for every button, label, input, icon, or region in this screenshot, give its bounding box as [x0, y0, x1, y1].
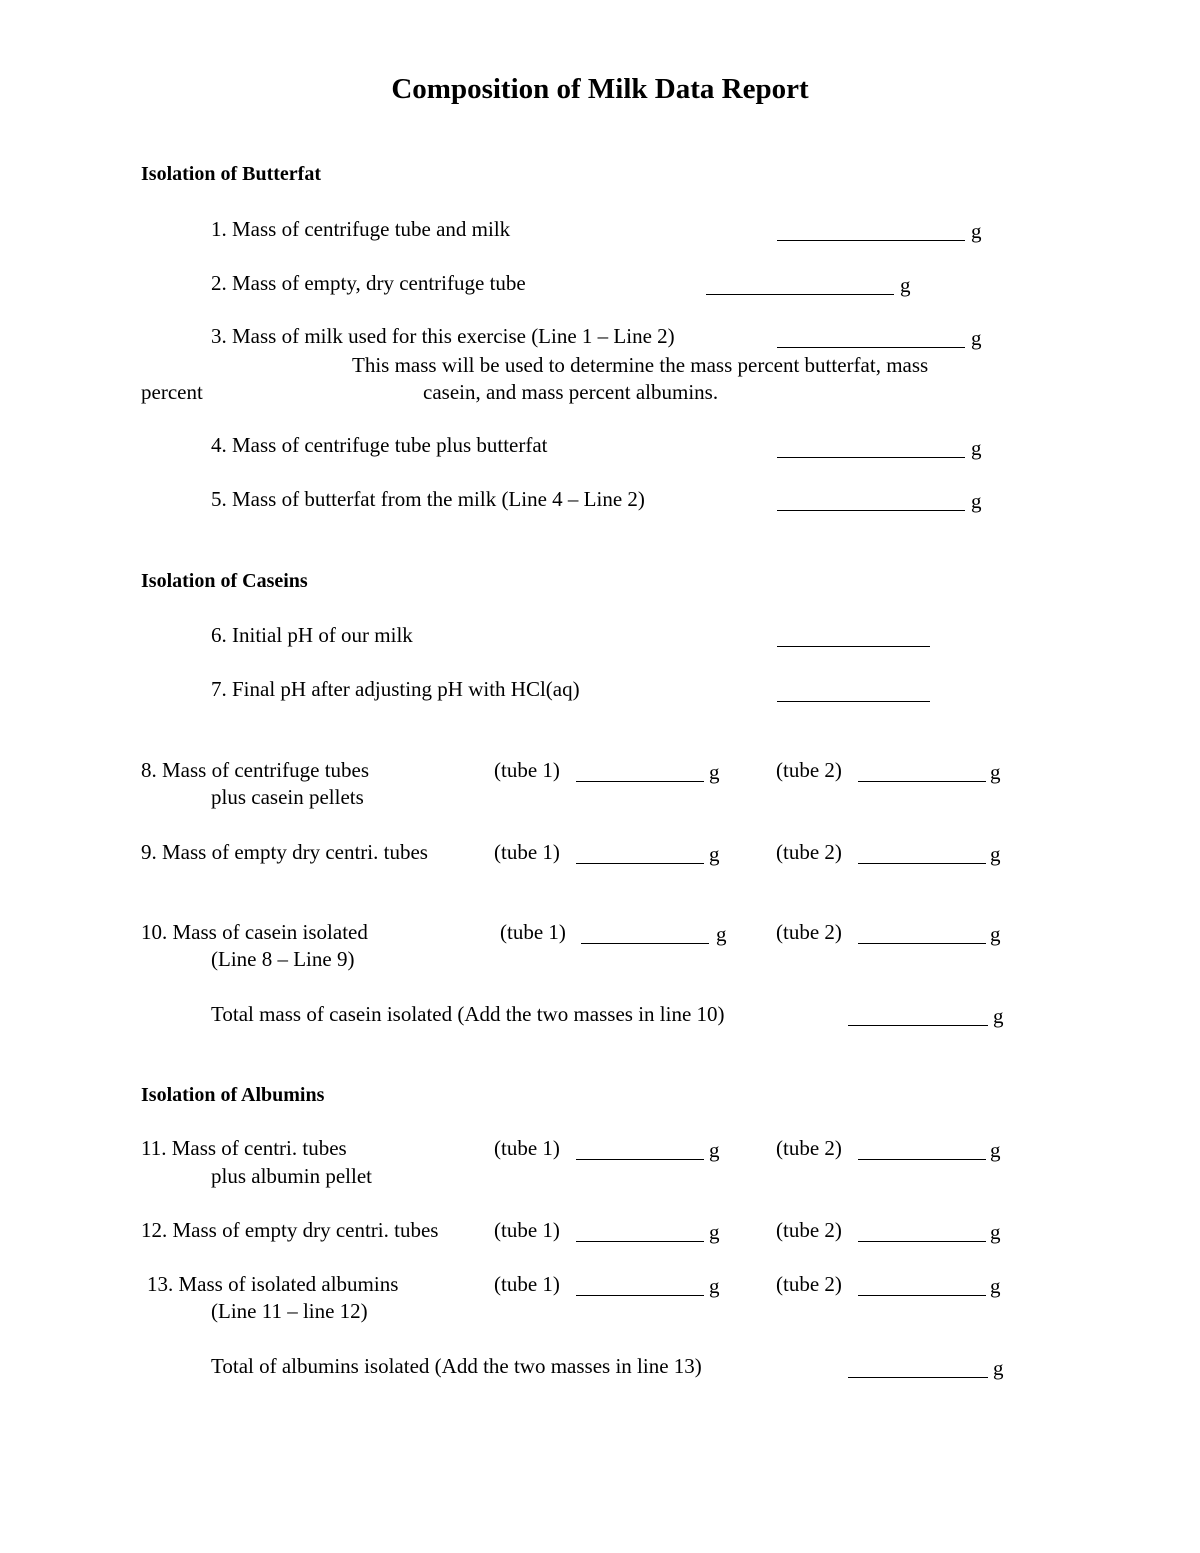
- line-12-tube1-blank[interactable]: [576, 1241, 704, 1242]
- line-2-label: 2. Mass of empty, dry centrifuge tube: [211, 271, 526, 295]
- line-12-tube2-unit: g: [990, 1220, 1001, 1244]
- butterfat-heading: Isolation of Butterfat: [141, 163, 321, 185]
- line-8-tube2-label: (tube 2): [776, 758, 842, 782]
- line-13-tube2-blank[interactable]: [858, 1295, 986, 1296]
- line-11-tube2-label: (tube 2): [776, 1136, 842, 1160]
- line-11-label: 11. Mass of centri. tubes: [141, 1136, 347, 1160]
- casein-total-label: Total mass of casein isolated (Add the two masses in line 10): [211, 1002, 725, 1026]
- line-9-tube2-blank[interactable]: [858, 863, 986, 864]
- line-8-tube1-unit: g: [709, 760, 720, 784]
- line-6-label: 6. Initial pH of our milk: [211, 623, 413, 647]
- line-1-label: 1. Mass of centrifuge tube and milk: [211, 217, 511, 241]
- casein-total-blank[interactable]: [848, 1025, 988, 1026]
- line-3-note-end: casein, and mass percent albumins.: [423, 380, 719, 404]
- line-11-tube1-unit: g: [709, 1138, 720, 1162]
- caseins-heading: Isolation of Caseins: [141, 570, 308, 592]
- albumin-total-blank[interactable]: [848, 1377, 988, 1378]
- albumin-total-unit: g: [993, 1356, 1004, 1380]
- line-3-note-cont: percent: [141, 380, 203, 404]
- line-8-label: 8. Mass of centrifuge tubes: [141, 758, 370, 782]
- page-title: Composition of Milk Data Report: [391, 73, 809, 105]
- line-12-tube2-label: (tube 2): [776, 1218, 842, 1242]
- line-5-label: 5. Mass of butterfat from the milk (Line 4 – Line 2): [211, 487, 645, 511]
- line-10-tube1-blank[interactable]: [581, 943, 709, 944]
- line-8-tube1-label: (tube 1): [494, 758, 560, 782]
- line-7-blank[interactable]: [777, 701, 930, 702]
- line-12-tube1-unit: g: [709, 1220, 720, 1244]
- line-7-label: 7. Final pH after adjusting pH with HCl(aq): [211, 677, 580, 701]
- line-10-sublabel: (Line 8 – Line 9): [211, 947, 355, 971]
- line-11-tube2-unit: g: [990, 1138, 1001, 1162]
- line-9-tube1-unit: g: [709, 842, 720, 866]
- line-2-unit: g: [900, 273, 911, 297]
- line-12-label: 12. Mass of empty dry centri. tubes: [141, 1218, 439, 1242]
- line-4-label: 4. Mass of centrifuge tube plus butterfat: [211, 433, 548, 457]
- casein-total-unit: g: [993, 1004, 1004, 1028]
- line-9-tube2-unit: g: [990, 842, 1001, 866]
- line-13-tube1-label: (tube 1): [494, 1272, 560, 1296]
- line-11-tube2-blank[interactable]: [858, 1159, 986, 1160]
- line-4-unit: g: [971, 436, 982, 460]
- line-10-tube2-unit: g: [990, 922, 1001, 946]
- line-13-tube2-unit: g: [990, 1274, 1001, 1298]
- line-8-tube2-blank[interactable]: [858, 781, 986, 782]
- line-1-blank[interactable]: [777, 240, 965, 241]
- line-8-tube1-blank[interactable]: [576, 781, 704, 782]
- line-13-tube1-blank[interactable]: [576, 1295, 704, 1296]
- line-10-tube1-label: (tube 1): [500, 920, 566, 944]
- line-4-blank[interactable]: [777, 457, 965, 458]
- line-5-blank[interactable]: [777, 510, 965, 511]
- line-13-sublabel: (Line 11 – line 12): [211, 1299, 368, 1323]
- line-12-tube2-blank[interactable]: [858, 1241, 986, 1242]
- line-3-unit: g: [971, 326, 982, 350]
- line-2-blank[interactable]: [706, 294, 894, 295]
- line-8-sublabel: plus casein pellets: [211, 785, 364, 809]
- line-3-note: This mass will be used to determine the mass percent butterfat, mass: [352, 353, 929, 377]
- line-8-tube2-unit: g: [990, 760, 1001, 784]
- albumins-heading: Isolation of Albumins: [141, 1084, 325, 1106]
- line-11-tube1-label: (tube 1): [494, 1136, 560, 1160]
- albumin-total-label: Total of albumins isolated (Add the two masses in line 13): [211, 1354, 702, 1378]
- line-13-tube1-unit: g: [709, 1274, 720, 1298]
- line-10-tube2-blank[interactable]: [858, 943, 986, 944]
- line-3-label: 3. Mass of milk used for this exercise (Line 1 – Line 2): [211, 324, 675, 348]
- line-11-sublabel: plus albumin pellet: [211, 1164, 372, 1188]
- line-6-blank[interactable]: [777, 646, 930, 647]
- line-3-blank[interactable]: [777, 347, 965, 348]
- line-1-unit: g: [971, 219, 982, 243]
- line-9-label: 9. Mass of empty dry centri. tubes: [141, 840, 428, 864]
- line-13-tube2-label: (tube 2): [776, 1272, 842, 1296]
- line-13-label: 13. Mass of isolated albumins: [147, 1272, 399, 1296]
- line-9-tube1-label: (tube 1): [494, 840, 560, 864]
- line-11-tube1-blank[interactable]: [576, 1159, 704, 1160]
- line-12-tube1-label: (tube 1): [494, 1218, 560, 1242]
- line-9-tube1-blank[interactable]: [576, 863, 704, 864]
- line-10-tube1-unit: g: [716, 922, 727, 946]
- line-5-unit: g: [971, 489, 982, 513]
- line-9-tube2-label: (tube 2): [776, 840, 842, 864]
- line-10-tube2-label: (tube 2): [776, 920, 842, 944]
- line-10-label: 10. Mass of casein isolated: [141, 920, 368, 944]
